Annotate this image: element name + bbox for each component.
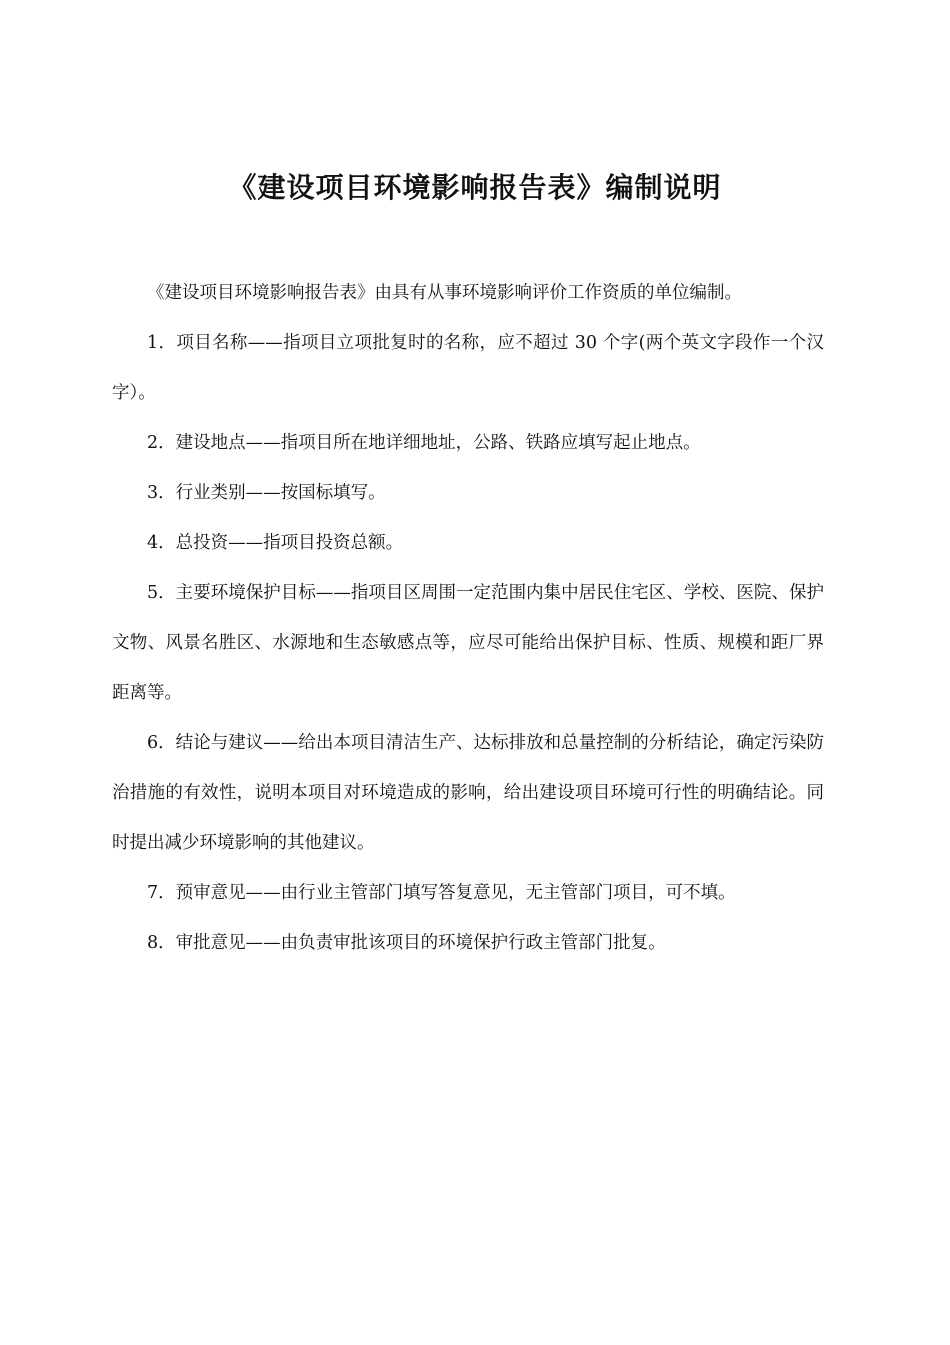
item-preliminary-review: 7．预审意见——由行业主管部门填写答复意见，无主管部门项目，可不填。 (147, 883, 736, 903)
item-total-investment: 4．总投资——指项目投资总额。 (147, 533, 404, 553)
document-title: 《建设项目环境影响报告表》编制说明 (228, 171, 722, 204)
item-industry-category: 3．行业类别——按国标填写。 (147, 483, 386, 503)
item-protection-targets: 5．主要环境保护目标——指项目区周围一定范围内集中居民住宅区、学校、医院、保护文物、风景名胜区、水源地和生态敏感点等，应尽可能给出保护目标、性质、规模和距厂界距离等。 (112, 583, 824, 703)
document-body (112, 268, 824, 968)
item-construction-site: 2．建设地点——指项目所在地详细地址，公路、铁路应填写起止地点。 (147, 433, 701, 453)
item-conclusions: 6．结论与建议——给出本项目清洁生产、达标排放和总量控制的分析结论，确定污染防治措施的有效性，说明本项目对环境造成的影响，给出建设项目环境可行性的明确结论。同时提出减少环境影响的其他建议。 (112, 733, 824, 853)
item-project-name: 1．项目名称——指项目立项批复时的名称，应不超过 30 个字(两个英文字段作一个汉字）。 (112, 333, 824, 403)
intro-paragraph: 《建设项目环境影响报告表》由具有从事环境影响评价工作资质的单位编制。 (147, 283, 742, 303)
item-approval-opinion: 8．审批意见——由负责审批该项目的环境保护行政主管部门批复。 (147, 933, 666, 953)
